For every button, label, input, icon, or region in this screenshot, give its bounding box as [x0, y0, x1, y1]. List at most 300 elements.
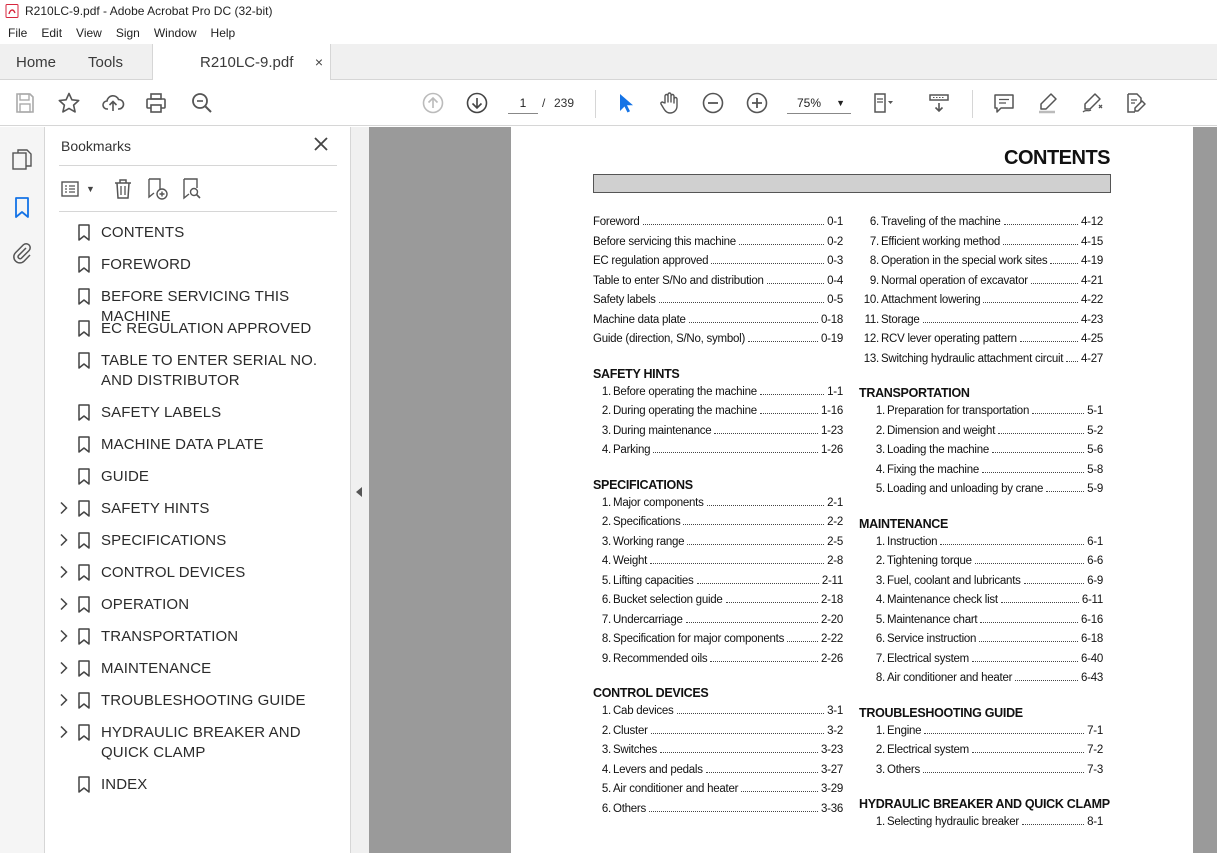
bookmark-icon [78, 256, 90, 273]
toc-entry[interactable] [593, 314, 843, 330]
toc-entry-number: 12. [863, 333, 879, 345]
toc-entry-number: 4. [601, 555, 611, 567]
toc-entry-title: Traveling of the machine [881, 216, 1001, 228]
toc-entry[interactable] [599, 386, 843, 402]
page-fit-icon[interactable] [870, 90, 896, 116]
toc-entry-title: Maintenance check list [887, 594, 998, 606]
prev-page-icon[interactable] [420, 90, 446, 116]
toc-entry[interactable] [865, 614, 1103, 630]
toc-entry-page: 0-4 [827, 274, 843, 287]
highlight-pen-icon[interactable] [1035, 90, 1061, 116]
toc-entry-number: 2. [601, 516, 611, 528]
toc-leader-dots [979, 641, 1078, 642]
menu-file[interactable]: File [8, 26, 28, 40]
bookmarks-panel [45, 127, 351, 853]
toc-entry[interactable] [593, 236, 843, 252]
toc-leader-dots [653, 452, 818, 453]
toc-entry[interactable] [593, 294, 843, 310]
bookmark-icon [78, 404, 90, 421]
toc-entry-page: 3-36 [820, 802, 843, 815]
toc-leader-dots [1024, 583, 1084, 584]
toc-entry-number: 7. [875, 652, 885, 665]
toc-entry-number: 3. [875, 444, 885, 456]
toc-leader-dots [687, 544, 824, 545]
bookmark-options-button[interactable] [61, 177, 95, 201]
toc-entry[interactable] [593, 216, 843, 232]
tab-document[interactable] [152, 44, 331, 81]
bookmark-icon [78, 224, 90, 241]
toc-entry-title: Instruction [887, 535, 938, 548]
bookmark-label: TABLE TO ENTER SERIAL NO. AND DISTRIBUTOR [101, 352, 318, 389]
toc-entry[interactable] [865, 536, 1103, 552]
toc-entry-number: 4. [875, 594, 885, 606]
toc-entry-page: 6-1 [1087, 535, 1103, 548]
document-viewport[interactable] [369, 127, 1217, 853]
toc-entry[interactable] [859, 314, 1103, 330]
toc-leader-dots [643, 224, 825, 225]
toc-entry[interactable] [599, 783, 843, 799]
toc-entry-number: 4. [601, 444, 611, 456]
toc-entry-number: 1. [875, 816, 885, 828]
bookmark-icon [78, 564, 90, 581]
toc-entry[interactable] [599, 633, 843, 649]
comment-icon[interactable] [991, 90, 1017, 116]
toc-entry-title: EC regulation approved [593, 255, 709, 267]
tab-document-label: R210LC-9.pdf [200, 54, 294, 71]
toc-leader-dots [1004, 224, 1078, 225]
print-icon[interactable] [143, 90, 169, 116]
toc-entry[interactable] [599, 425, 843, 441]
zoom-out-icon[interactable] [700, 90, 726, 116]
bookmark-label: MACHINE DATA PLATE [101, 436, 264, 453]
menu-view[interactable]: View [76, 26, 102, 40]
toc-entry-page: 6-9 [1087, 574, 1103, 587]
toc-entry-page: 1-26 [820, 444, 843, 456]
expand-chevron-icon[interactable] [59, 661, 69, 675]
toc-entry[interactable] [859, 294, 1103, 310]
bookmark-label: SAFETY LABELS [101, 404, 222, 421]
toc-entry[interactable] [865, 816, 1103, 832]
toc-leader-dots [1046, 491, 1084, 492]
toc-entry-page: 4-19 [1080, 255, 1103, 267]
toc-entry-title: Before servicing this machine [593, 235, 736, 248]
toc-leader-dots [972, 661, 1078, 662]
toc-leader-dots [1003, 244, 1078, 245]
scroll-mode-icon[interactable] [926, 90, 952, 116]
toc-entry-number: 1. [875, 405, 885, 417]
toc-entry-page: 5-9 [1087, 483, 1103, 495]
toc-entry-title: Storage [881, 313, 920, 326]
toc-entry[interactable] [599, 575, 843, 591]
close-tab-icon[interactable]: × [314, 54, 323, 70]
toc-entry-number: 2. [601, 724, 611, 737]
toc-entry-page: 2-8 [827, 555, 843, 567]
toc-entry-number: 1. [601, 705, 611, 717]
toc-entry-title: Levers and pedals [613, 763, 703, 776]
zoom-level-value: 75% [797, 96, 822, 110]
toc-leader-dots [923, 772, 1084, 773]
toc-entry-page: 2-18 [820, 594, 843, 606]
bookmark-icon [78, 724, 90, 741]
star-icon[interactable] [56, 90, 82, 116]
toc-entry[interactable] [865, 464, 1103, 480]
toc-leader-dots [1001, 602, 1079, 603]
toc-entry[interactable] [599, 725, 843, 741]
bookmark-label: SPECIFICATIONS [101, 532, 227, 549]
bookmark-icon [78, 776, 90, 793]
title-bar [0, 0, 1217, 22]
toc-entry-title: Others [613, 802, 647, 815]
panel-divider [59, 165, 337, 166]
panel-divider [59, 211, 337, 212]
expand-chevron-icon[interactable] [59, 693, 69, 707]
toc-entry-page: 0-1 [827, 216, 843, 228]
toc-entry-page: 5-1 [1087, 405, 1103, 417]
delete-bookmark-icon[interactable] [111, 177, 135, 201]
bookmark-icon [78, 532, 90, 549]
toc-entry-number: 3. [601, 744, 611, 756]
toc-entry[interactable] [865, 633, 1103, 649]
toc-entry-title: Maintenance chart [887, 613, 978, 626]
toc-entry-page: 3-2 [827, 724, 843, 737]
page-separator: / [542, 96, 546, 110]
toc-leader-dots [1050, 263, 1078, 264]
toc-entry-title: Loading the machine [887, 444, 990, 456]
toc-entry[interactable] [859, 333, 1103, 349]
edit-form-icon[interactable] [1123, 90, 1149, 116]
toc-entry[interactable] [859, 275, 1103, 291]
tab-bar [0, 44, 1217, 80]
menu-help[interactable]: Help [210, 26, 236, 40]
upload-cloud-icon[interactable] [100, 90, 126, 116]
toc-entry-title: Lifting capacities [613, 574, 694, 587]
toc-entry-number: 2. [875, 744, 885, 756]
bookmark-panel-icon[interactable] [10, 195, 34, 219]
toc-leader-dots [649, 811, 818, 812]
toc-entry[interactable] [599, 497, 843, 513]
draw-sign-icon[interactable] [1079, 90, 1105, 116]
expand-chevron-icon[interactable] [59, 725, 69, 739]
toc-entry-page: 3-27 [820, 763, 843, 776]
toc-section-heading: HYDRAULIC BREAKER AND QUICK CLAMP [859, 797, 1110, 811]
toc-leader-dots [714, 433, 818, 434]
bookmark-icon [78, 660, 90, 677]
page-number-input[interactable]: 1 [508, 92, 538, 114]
toc-leader-dots [650, 563, 824, 564]
toc-entry-page: 5-8 [1087, 463, 1103, 476]
toc-entry[interactable] [599, 764, 843, 780]
toc-entry[interactable] [865, 425, 1103, 441]
bookmark-icon [78, 352, 90, 369]
toc-leader-dots [1020, 341, 1078, 342]
chevron-down-icon: ▼ [86, 184, 95, 194]
toc-leader-dots [659, 302, 825, 303]
toc-entry[interactable] [599, 614, 843, 630]
expand-chevron-icon[interactable] [59, 597, 69, 611]
bookmark-icon [78, 436, 90, 453]
toc-leader-dots [686, 622, 818, 623]
toc-entry-title: Specification for major components [613, 633, 785, 645]
toc-entry[interactable] [599, 516, 843, 532]
save-icon[interactable] [12, 90, 38, 116]
toc-entry-number: 1. [875, 724, 885, 737]
toc-entry-page: 4-15 [1080, 235, 1103, 248]
bookmark-label: OPERATION [101, 596, 190, 613]
toc-leader-dots [1031, 283, 1078, 284]
next-page-icon[interactable] [464, 90, 490, 116]
toc-entry-title: Preparation for transportation [887, 405, 1030, 417]
zoom-level-select[interactable] [787, 92, 851, 114]
toc-entry-number: 9. [601, 652, 611, 665]
toc-entry-page: 2-2 [827, 516, 843, 528]
toc-leader-dots [711, 263, 824, 264]
toc-entry-number: 2. [875, 555, 885, 567]
toc-entry-page: 1-1 [827, 385, 843, 398]
toc-entry-title: Machine data plate [593, 313, 686, 326]
toc-entry[interactable] [859, 255, 1103, 271]
toc-entry-page: 1-23 [820, 424, 843, 437]
expand-chevron-icon[interactable] [59, 565, 69, 579]
toc-entry-number: 13. [863, 352, 879, 365]
toc-entry-title: Engine [887, 724, 922, 737]
bookmark-label: TROUBLESHOOTING GUIDE [101, 692, 306, 709]
toc-entry-number: 8. [601, 633, 611, 645]
toc-entry-page: 5-6 [1087, 444, 1103, 456]
toc-entry-title: Cluster [613, 724, 648, 737]
toc-entry-number: 6. [875, 633, 885, 645]
toc-entry[interactable] [865, 405, 1103, 421]
find-zoom-icon[interactable] [189, 90, 215, 116]
toc-entry-title: Operation in the special work sites [881, 255, 1048, 267]
toc-entry-number: 3. [601, 535, 611, 548]
toc-entry-number: 8. [875, 672, 885, 684]
toc-entry[interactable] [599, 803, 843, 819]
toc-leader-dots [983, 302, 1078, 303]
toc-entry[interactable] [865, 444, 1103, 460]
bookmark-label: CONTROL DEVICES [101, 564, 246, 581]
bookmark-icon [78, 468, 90, 485]
toc-entry-page: 4-21 [1080, 274, 1103, 287]
toc-entry-title: Others [887, 763, 921, 776]
expand-chevron-icon[interactable] [59, 533, 69, 547]
tab-tools[interactable]: Tools [88, 53, 124, 71]
toc-entry[interactable] [859, 353, 1103, 369]
zoom-in-icon[interactable] [744, 90, 770, 116]
toc-entry-page: 2-5 [827, 535, 843, 548]
page-total: 239 [554, 96, 575, 110]
toc-leader-dots [697, 583, 819, 584]
toc-entry[interactable] [599, 405, 843, 421]
toc-entry-page: 5-2 [1087, 424, 1103, 437]
toc-entry-page: 7-1 [1087, 724, 1103, 737]
panel-splitter[interactable] [351, 127, 369, 853]
toc-entry-number: 4. [601, 763, 611, 776]
toc-entry-number: 5. [875, 483, 885, 495]
new-bookmark-icon[interactable] [145, 177, 169, 201]
toolbar-divider [972, 90, 973, 118]
toc-entry-number: 5. [601, 783, 611, 795]
toc-entry-number: 7. [601, 613, 611, 626]
bookmark-label: SAFETY HINTS [101, 500, 210, 517]
toc-entry-page: 6-40 [1080, 652, 1103, 665]
bookmark-label: EC REGULATION APPROVED [101, 320, 312, 337]
toc-entry-title: Undercarriage [613, 613, 683, 626]
toc-section-heading: SAFETY HINTS [593, 366, 680, 381]
toc-entry[interactable] [865, 575, 1103, 591]
toc-leader-dots [1015, 680, 1078, 681]
toc-entry[interactable] [599, 705, 843, 721]
toolbar-divider [595, 90, 596, 118]
toc-leader-dots [787, 641, 818, 642]
page-thumbnails-icon[interactable] [10, 147, 34, 171]
toc-entry-title: Parking [613, 444, 651, 456]
expand-chevron-icon[interactable] [59, 629, 69, 643]
find-bookmark-icon[interactable] [180, 177, 204, 201]
toc-entry-title: Major components [613, 496, 704, 509]
toc-entry[interactable] [865, 764, 1103, 780]
toc-entry[interactable] [593, 275, 843, 291]
bookmark-label: FOREWORD [101, 256, 191, 273]
toc-entry-page: 6-16 [1080, 613, 1103, 626]
bookmark-label: CONTENTS [101, 224, 185, 241]
pdf-app-icon [5, 4, 19, 18]
bookmark-icon [78, 628, 90, 645]
toc-entry-number: 6. [601, 594, 611, 606]
toc-entry[interactable] [599, 653, 843, 669]
toc-entry-title: During operating the machine [613, 405, 757, 417]
bookmark-label: INDEX [101, 776, 148, 793]
chevron-down-icon: ▼ [836, 98, 845, 108]
toc-entry[interactable] [599, 444, 843, 460]
toc-entry-number: 2. [875, 424, 885, 437]
navigation-rail [0, 127, 45, 853]
heading-bar [593, 174, 1111, 193]
toc-entry-title: Normal operation of excavator [881, 274, 1028, 287]
toc-leader-dots [980, 622, 1078, 623]
toc-entry-number: 5. [601, 574, 611, 587]
toc-entry[interactable] [599, 594, 843, 610]
toc-leader-dots [1032, 413, 1084, 414]
bookmark-icon [78, 288, 90, 305]
toc-leader-dots [710, 661, 818, 662]
toc-entry[interactable] [865, 725, 1103, 741]
bookmark-label: BEFORE SERVICING THIS MACHINE [101, 288, 290, 325]
toc-entry-page: 3-29 [820, 783, 843, 795]
toc-entry[interactable] [865, 653, 1103, 669]
toc-entry[interactable] [593, 255, 843, 271]
toc-entry-number: 2. [601, 405, 611, 417]
toc-entry-number: 1. [601, 385, 611, 398]
collapse-panel-icon[interactable] [356, 487, 362, 497]
main-toolbar [0, 80, 1217, 126]
document-heading: CONTENTS [1004, 147, 1110, 169]
toc-entry-page: 4-25 [1080, 333, 1103, 345]
toc-section-heading: TROUBLESHOOTING GUIDE [859, 705, 1023, 720]
toc-leader-dots [660, 752, 818, 753]
toc-entry-title: Air conditioner and heater [887, 672, 1013, 684]
toc-entry-title: Working range [613, 535, 685, 548]
toc-entry-title: Fuel, coolant and lubricants [887, 574, 1021, 587]
toc-entry-title: Attachment lowering [881, 294, 981, 306]
toc-entry-number: 3. [601, 424, 611, 437]
toc-entry-page: 0-18 [820, 313, 843, 326]
toc-entry-title: Selecting hydraulic breaker [887, 816, 1019, 828]
toc-entry[interactable] [599, 744, 843, 760]
toc-entry-title: Loading and unloading by crane [887, 483, 1044, 495]
toc-entry-number: 10. [863, 294, 879, 306]
toc-entry-title: Service instruction [887, 633, 977, 645]
toc-entry-page: 4-27 [1080, 352, 1103, 365]
bookmark-icon [78, 596, 90, 613]
toc-leader-dots [982, 472, 1084, 473]
hand-tool-icon[interactable] [656, 90, 682, 116]
toc-entry-title: Electrical system [887, 652, 970, 665]
toc-entry-title: Specifications [613, 516, 681, 528]
bookmark-label: MAINTENANCE [101, 660, 212, 677]
toc-entry-title: Safety labels [593, 294, 656, 306]
toc-entry-page: 2-26 [820, 652, 843, 665]
menu-window[interactable]: Window [153, 26, 197, 40]
toc-entry-number: 8. [869, 255, 879, 267]
toc-leader-dots [689, 322, 818, 323]
close-icon[interactable] [313, 136, 329, 152]
toc-entry-title: Foreword [593, 216, 640, 228]
select-cursor-icon[interactable] [612, 90, 638, 116]
menu-sign[interactable]: Sign [115, 26, 140, 40]
attachments-paperclip-icon[interactable] [10, 241, 34, 265]
bookmark-label: GUIDE [101, 468, 150, 485]
toc-entry-number: 5. [875, 613, 885, 626]
toc-entry[interactable] [865, 483, 1103, 499]
toc-entry-page: 8-1 [1087, 816, 1103, 828]
window-title: R210LC-9.pdf - Adobe Acrobat Pro DC (32-bit) [25, 4, 273, 18]
toc-leader-dots [706, 772, 818, 773]
toc-entry-title: Guide (direction, S/No, symbol) [593, 333, 746, 345]
expand-chevron-icon[interactable] [59, 501, 69, 515]
toc-leader-dots [748, 341, 818, 342]
toc-entry[interactable] [865, 672, 1103, 688]
bookmark-label: HYDRAULIC BREAKER AND QUICK CLAMP [101, 724, 301, 761]
toc-entry[interactable] [859, 216, 1103, 232]
toc-entry[interactable] [593, 333, 843, 349]
toc-entry-number: 3. [875, 574, 885, 587]
toc-entry[interactable] [859, 236, 1103, 252]
toc-entry-title: Recommended oils [613, 652, 708, 665]
toc-entry[interactable] [865, 555, 1103, 571]
toc-entry-page: 4-23 [1080, 313, 1103, 326]
toc-entry[interactable] [599, 555, 843, 571]
toc-entry-title: Fixing the machine [887, 463, 980, 476]
tab-home[interactable]: Home [16, 53, 57, 71]
toc-entry-number: 9. [869, 274, 879, 287]
toc-entry[interactable] [865, 744, 1103, 760]
toc-leader-dots [972, 752, 1084, 753]
toc-entry-number: 6. [869, 216, 879, 228]
toc-entry-title: Table to enter S/No and distribution [593, 274, 764, 287]
toc-leader-dots [975, 563, 1084, 564]
toc-entry-title: Before operating the machine [613, 385, 757, 398]
toc-entry[interactable] [865, 594, 1103, 610]
toc-leader-dots [677, 713, 825, 714]
toc-entry-title: Tightening torque [887, 555, 972, 567]
toc-entry-title: Bucket selection guide [613, 594, 723, 606]
toc-entry-title: Switching hydraulic attachment circuit [881, 352, 1064, 365]
toc-entry-page: 4-22 [1080, 294, 1103, 306]
toc-leader-dots [992, 452, 1084, 453]
toc-entry[interactable] [599, 536, 843, 552]
menu-edit[interactable]: Edit [41, 26, 63, 40]
toc-leader-dots [726, 602, 818, 603]
